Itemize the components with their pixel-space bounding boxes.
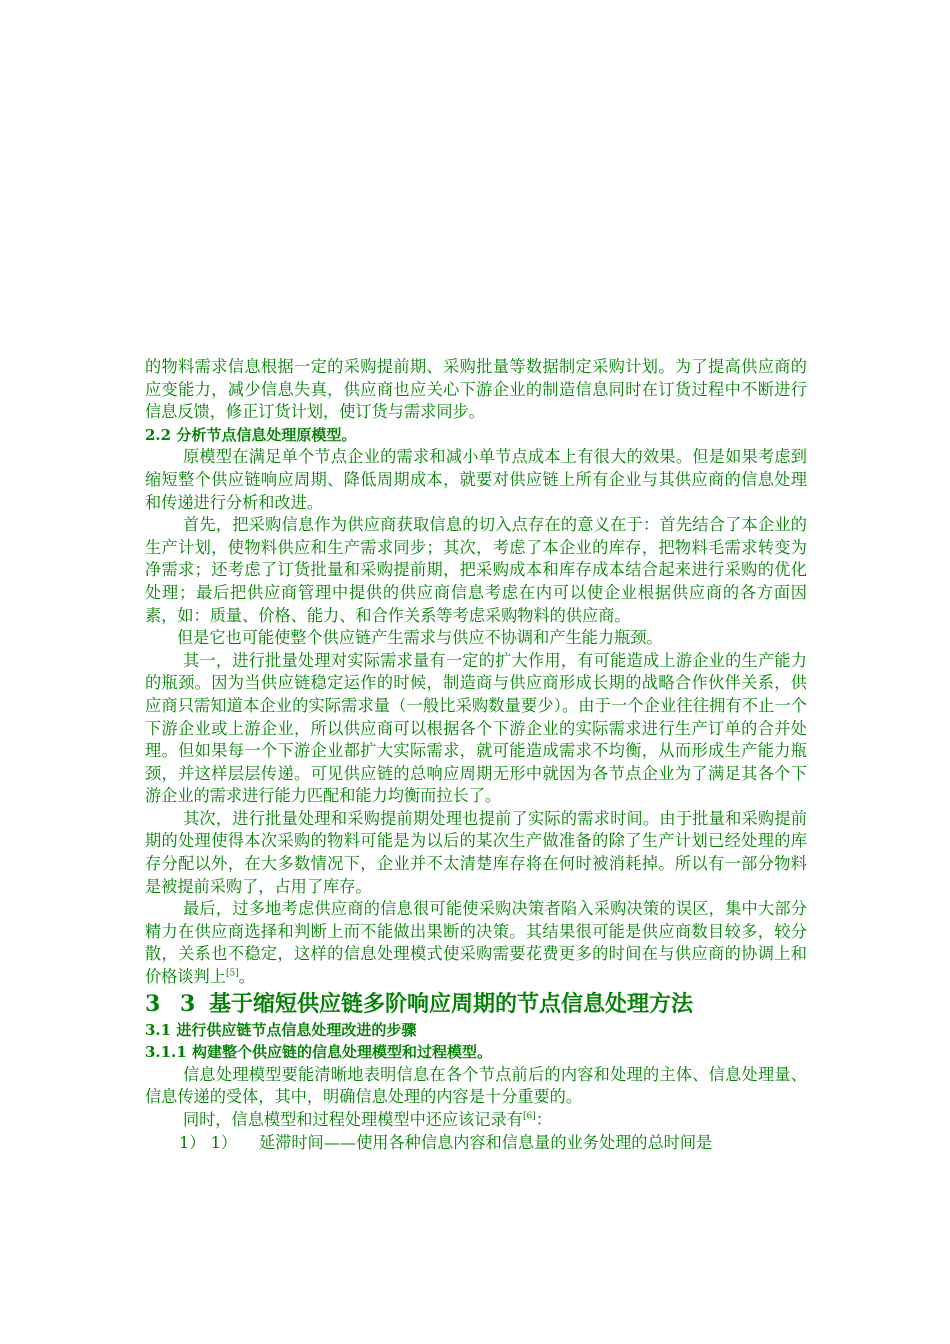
section-heading-3-1: 3.1 进行供应链节点信息处理改进的步骤 — [145, 1020, 417, 1039]
list-item-1 — [145, 1132, 807, 1155]
citation-6: [6] — [522, 1111, 536, 1122]
chapter-number: 3 3 — [145, 990, 196, 1017]
paragraph-last-text: 最后，过多地考虑供应商的信息很可能使采购决策者陷入采购决策的误区，集中大部分精力在供应商选择和判断上而不能做出果断的决策。其结果很可能是供应商数目较多，较分散，关系也不稳定，这样的信息处理模式使采购需要花费更多的时间在与供应商的协调上和价格谈判上 — [145, 899, 807, 987]
list-item-marker: 1） 1） — [179, 1132, 238, 1152]
list-item-text: 延滞时间——使用各种信息内容和信息量的业务处理的总时间是 — [259, 1132, 713, 1152]
chapter-heading-3 — [145, 989, 807, 1019]
paragraph-second: 其次，进行批量处理和采购提前期处理也提前了实际的需求时间。由于批量和采购提前期的处理使得本次采购的物料可能是为以后的某次生产做准备的除了生产计划已经处理的库存分配以外，在大多数情况下，企业并不太清楚库存将在何时被消耗掉。所以有一部分物料是被提前采购了，占用了库存。 — [145, 808, 807, 896]
section-heading-3-1-1: 3.1.1 构建整个供应链的信息处理模型和过程模型。 — [145, 1043, 492, 1062]
paragraph-also-end: ： — [535, 1110, 552, 1129]
document-page — [145, 356, 807, 1154]
chapter-title: 基于缩短供应链多阶响应周期的节点信息处理方法 — [209, 990, 694, 1017]
paragraph-model: 信息处理模型要能清晰地表明信息在各个节点前后的内容和处理的主体、信息处理量、信息传递的受体，其中，明确信息处理的内容是十分重要的。 — [145, 1064, 807, 1107]
paragraph-also-text: 同时，信息模型和过程处理模型中还应该记录有 — [183, 1110, 523, 1129]
section-heading-2-2: 2.2 分析节点信息处理原模型。 — [145, 425, 357, 444]
citation-5: [5] — [225, 968, 239, 979]
paragraph-however: 但是它也可能使整个供应链产生需求与供应不协调和产生能力瓶颈。 — [177, 628, 663, 648]
paragraph-original-model: 原模型在满足单个节点企业的需求和减小单节点成本上有很大的效果。但是如果考虑到缩短整个供应链响应周期、降低周期成本，就要对供应链上所有企业与其供应商的信息处理和传递进行分析和改进。 — [145, 447, 807, 512]
paragraph-last-end: 。 — [238, 967, 255, 987]
paragraph-intro: 的物料需求信息根据一定的采购提前期、采购批量等数据制定采购计划。为了提高供应商的应变能力，减少信息失真，供应商也应关心下游企业的制造信息同时在订货过程中不断进行信息反馈，修正订货计划，使订货与需求同步。 — [145, 357, 807, 422]
paragraph-one: 其一，进行批量处理对实际需求量有一定的扩大作用，有可能造成上游企业的生产能力的瓶颈。因为当供应链稳定运作的时候，制造商与供应商形成长期的战略合作伙伴关系，供应商只需知道本企业的实际需求量（一般比采购数量要少）。由于一个企业往往拥有不止一个下游企业或上游企业，所以供应商可以根据各个下游企业的实际需求进行生产订单的合并处理。但如果每一个下游企业都扩大实际需求，就可能造成需求不均衡，从而形成生产能力瓶颈，并这样层层传递。可见供应链的总响应周期无形中就因为各节点企业为了满足其各个下游企业的需求进行能力匹配和能力均衡而拉长了。 — [145, 650, 807, 806]
paragraph-also — [145, 1109, 807, 1132]
paragraph-last — [145, 898, 807, 988]
paragraph-first: 首先，把采购信息作为供应商获取信息的切入点存在的意义在于：首先结合了本企业的生产计划，使物料供应和生产需求同步；其次，考虑了本企业的库存，把物料毛需求转变为净需求；还考虑了订货批量和采购提前期，把采购成本和库存成本结合起来进行采购的优化处理；最后把供应商管理中提供的供应商信息考虑在内可以使企业根据供应商的各方面因素，如：质量、价格、能力、和合作关系等考虑采购物料的供应商。 — [145, 515, 807, 625]
